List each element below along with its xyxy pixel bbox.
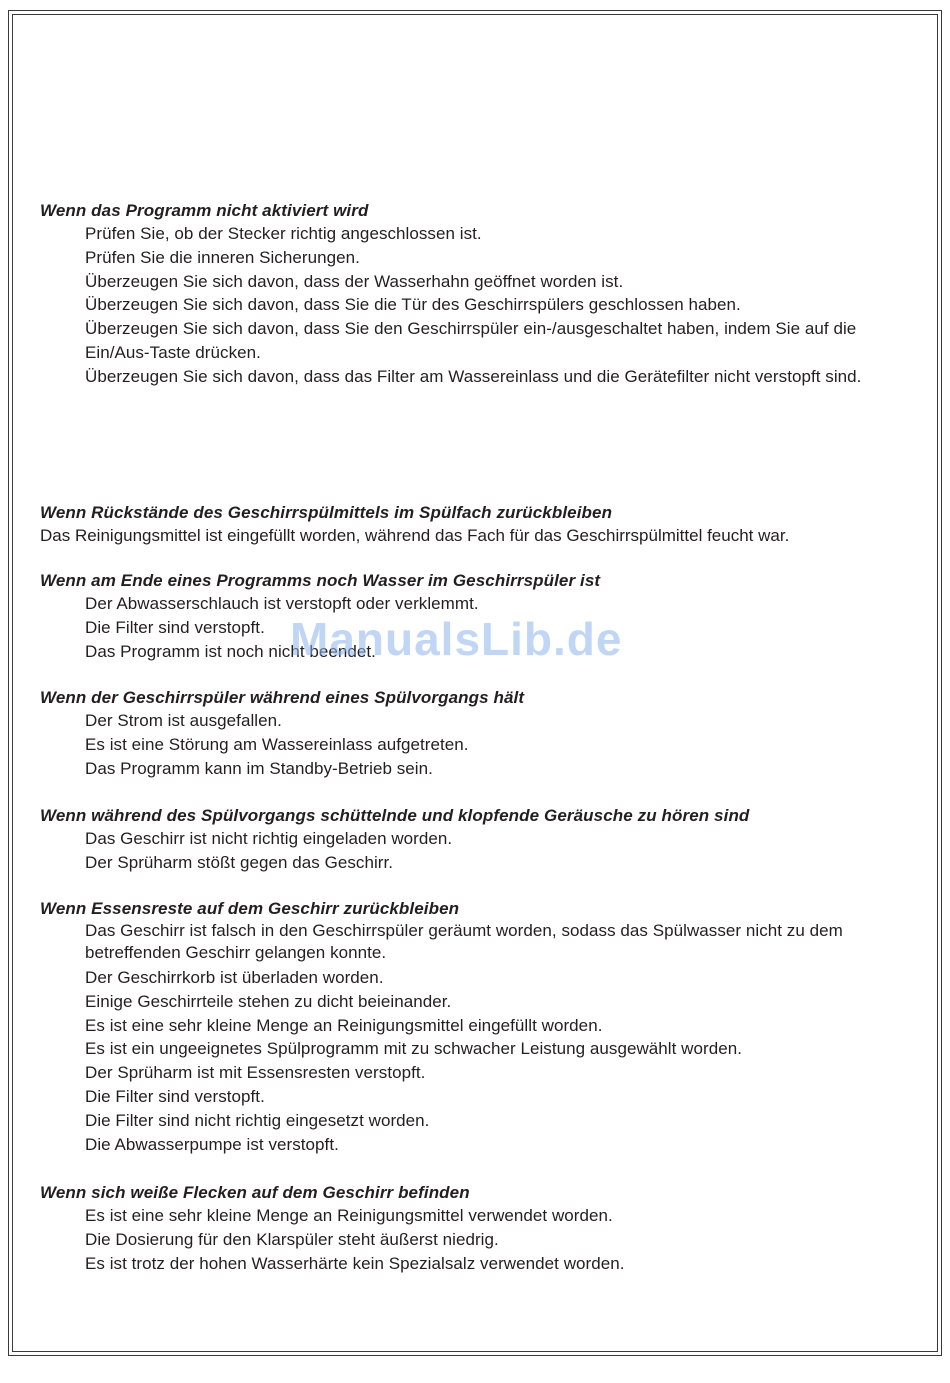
list-item: Einige Geschirrteile stehen zu dicht beieinander. xyxy=(85,991,452,1011)
section-text: Das Reinigungsmittel ist eingefüllt worden, während das Fach für das Geschirrspülmittel feucht war. xyxy=(40,526,790,545)
list-item: Es ist ein ungeeignetes Spülprogramm mit zu schwacher Leistung ausgewählt worden. xyxy=(85,1039,743,1059)
section-heading: Wenn am Ende eines Programms noch Wasser im Geschirrspüler ist xyxy=(40,571,601,590)
section-heading: Wenn Essensreste auf dem Geschirr zurückbleiben xyxy=(40,899,460,918)
list-item: Die Abwasserpumpe ist verstopft. xyxy=(85,1134,339,1154)
list-item: Die Filter sind nicht richtig eingesetzt worden. xyxy=(85,1110,430,1130)
list-item: Prüfen Sie, ob der Stecker richtig angeschlossen ist. xyxy=(85,224,482,243)
section-dishwasher-stops xyxy=(40,686,920,780)
list-item: Es ist trotz der hohen Wasserhärte kein Spezialsalz verwendet worden. xyxy=(85,1253,625,1273)
section-food-residue xyxy=(40,897,920,1156)
list-item: Das Programm ist noch nicht beendet. xyxy=(85,641,376,661)
list-item: Der Abwasserschlauch ist verstopft oder verklemmt. xyxy=(85,594,479,613)
section-white-spots xyxy=(40,1181,920,1275)
list-item: Überzeugen Sie sich davon, dass der Wasserhahn geöffnet worden ist. xyxy=(85,271,624,291)
list-item: Die Filter sind verstopft. xyxy=(85,617,265,637)
section-heading: Wenn während des Spülvorgangs schüttelnde und klopfende Geräusche zu hören sind xyxy=(40,806,750,825)
section-detergent-residue xyxy=(40,501,920,547)
section-heading: Wenn der Geschirrspüler während eines Spülvorgangs hält xyxy=(40,688,525,707)
list-item: Prüfen Sie die inneren Sicherungen. xyxy=(85,247,360,267)
list-item: Es ist eine sehr kleine Menge an Reinigungsmittel eingefüllt worden. xyxy=(85,1015,603,1035)
section-rattling-noises xyxy=(40,804,920,875)
section-heading: Wenn sich weiße Flecken auf dem Geschirr befinden xyxy=(40,1183,470,1202)
list-item: Überzeugen Sie sich davon, dass das Filter am Wassereinlass und die Gerätefilter nicht verstopft sind. xyxy=(85,366,862,386)
list-item: Überzeugen Sie sich davon, dass Sie die Tür des Geschirrspülers geschlossen haben. xyxy=(85,295,741,315)
section-heading: Wenn das Programm nicht aktiviert wird xyxy=(40,201,369,220)
list-item: Es ist eine sehr kleine Menge an Reinigungsmittel verwendet worden. xyxy=(85,1206,613,1225)
list-item: Das Geschirr ist nicht richtig eingeladen worden. xyxy=(85,829,453,848)
list-item: Überzeugen Sie sich davon, dass Sie den Geschirrspüler ein-/ausgeschaltet haben, indem Sie auf die Ein/Aus-Taste drücken. xyxy=(85,319,857,362)
list-item: Der Sprüharm stößt gegen das Geschirr. xyxy=(85,852,394,872)
watermark: ManualsLib.de xyxy=(290,613,623,665)
list-item: Es ist eine Störung am Wassereinlass aufgetreten. xyxy=(85,734,469,754)
list-item: Das Geschirr ist falsch in den Geschirrspüler geräumt worden, sodass das Spülwasser nicht zu dem betreffenden Geschirr gelangen konnte. xyxy=(85,921,843,962)
section-water-remaining xyxy=(40,569,920,663)
list-item: Der Strom ist ausgefallen. xyxy=(85,711,282,730)
section-heading: Wenn Rückstände des Geschirrspülmittels im Spülfach zurückbleiben xyxy=(40,503,613,522)
section-program-not-activated xyxy=(40,199,920,389)
list-item: Die Dosierung für den Klarspüler steht äußerst niedrig. xyxy=(85,1229,499,1249)
list-item: Die Filter sind verstopft. xyxy=(85,1086,265,1106)
list-item: Der Sprüharm ist mit Essensresten verstopft. xyxy=(85,1063,426,1083)
list-item: Das Programm kann im Standby-Betrieb sein. xyxy=(85,758,433,778)
list-item: Der Geschirrkorb ist überladen worden. xyxy=(85,968,384,987)
